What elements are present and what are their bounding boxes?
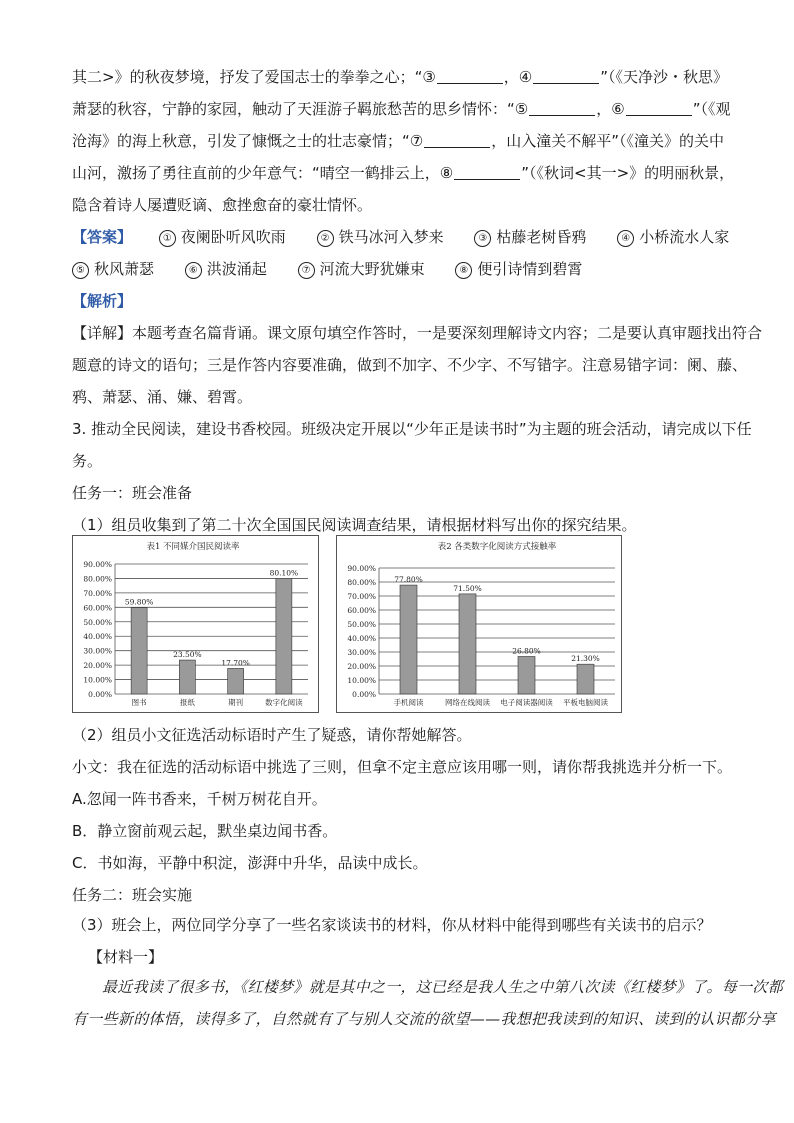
data-label: 59.80% [124,597,154,607]
y-tick-label: 90.00% [83,560,112,569]
analysis-line: 题意的诗文的语句；三是作答内容要准确，做到不加字、不少字、不写错字。注意易错字词：阑、藤、 [72,356,748,374]
answer-item [317,226,444,248]
text: ，山入潼关不解平”（《潼关》的关中 [491,132,725,150]
y-tick-label: 60.00% [347,606,376,615]
answer-number: ① [159,230,176,247]
y-tick-label: 40.00% [347,634,376,643]
chart-title: 表2 各类数字化阅读方式接触率 [437,542,557,552]
answer-number: ④ [617,230,634,247]
text: ”（《秋词<其一>》的明丽秋景， [521,164,735,182]
subquestion-1: （1）组员收集到了第二十次全国国民阅读调查结果，请根据材料写出你的探究结果。 [72,516,637,534]
blank-8 [454,164,520,180]
question-3-line: 3. 推动全民阅读，建设书香校园。班级决定开展以“少年正是读书时”为主题的班会活动，请完成以下任 [72,420,752,438]
analysis-line: 【详解】本题考查名篇背诵。课文原句填空作答时，一是要深刻理解诗文内容；二是要认真审题找出符合 [72,324,763,342]
answer-label: 【答案】 [72,228,133,246]
subquestion-3: （3）班会上，两位同学分享了一些名家谈读书的材料，你从材料中能得到哪些有关读书的启示？ [72,916,712,934]
answer-item [617,226,729,248]
bar [131,608,147,694]
text: ”（《观 [692,100,731,118]
answer-number: ⑦ [298,262,315,279]
y-tick-label: 50.00% [83,617,112,627]
answer-item [185,258,267,280]
poem-line-2 [72,98,732,120]
text: ，④ [503,68,533,86]
y-tick-label: 90.00% [347,564,376,573]
answer-item [455,258,582,280]
data-label: 23.50% [173,650,202,660]
bar [276,578,292,694]
analysis-line: 鸦、萧瑟、涌、嫌、碧霄。 [72,388,253,406]
chart-1 [73,536,318,712]
bar [228,668,244,694]
data-label: 77.80% [394,575,423,585]
y-tick-label: 20.00% [83,661,112,671]
answer-text: 夜阑卧听风吹雨 [180,228,286,246]
category-label: 报纸 [179,698,195,707]
y-tick-label: 70.00% [83,588,112,598]
task-2-heading: 任务二：班会实施 [72,886,193,904]
text: 其二>》的秋夜梦境，抒发了爱国志士的拳拳之心；“③ [72,68,436,86]
task-1-heading: 任务一：班会准备 [72,484,193,502]
answer-text: 洪波涌起 [206,260,267,278]
category-label: 数字化阅读 [265,698,303,707]
y-tick-label: 10.00% [347,676,376,685]
y-tick-label: 70.00% [347,592,376,601]
category-label: 平板电脑阅读 [563,698,608,707]
blank-6 [626,100,692,116]
subquestion-2: （2）组员小文征选活动标语时产生了疑惑，请你帮她解答。 [72,726,472,744]
text: ”（《天净沙・秋思》 [600,68,729,86]
answer-text: 铁马冰河入梦来 [338,228,444,246]
answer-item [298,258,425,280]
answer-text: 小桥流水人家 [639,228,730,246]
option-a: A.忽闻一阵书香来，千树万树花自开。 [72,790,327,808]
data-label: 80.10% [269,568,299,578]
y-tick-label: 20.00% [347,662,376,671]
category-label: 图书 [131,698,147,707]
category-label: 期刊 [228,698,244,707]
y-tick-label: 0.00% [352,690,376,699]
question-3-line: 务。 [72,452,103,470]
data-label: 17.70% [221,658,250,668]
y-tick-label: 60.00% [83,603,112,613]
poem-line-1 [72,66,732,88]
data-label: 26.80% [512,646,541,656]
bar [577,664,594,694]
category-label: 手机阅读 [393,698,424,707]
y-tick-label: 80.00% [347,578,376,587]
data-label: 21.30% [571,654,600,664]
answer-row-1 [72,226,732,248]
bar [518,656,535,694]
xiaowen-question: 小文：我在征选的活动标语中挑选了三则，但拿不定主意应该用哪一则，请你帮我挑选并分析一下。 [72,758,733,776]
blank-7 [424,132,490,148]
poem-line-4 [72,162,735,184]
option-b: B．静立窗前观云起，默坐桌边闻书香。 [72,822,338,840]
chart-2-box [336,535,622,713]
answer-number: ⑤ [72,262,89,279]
material-1-label: 【材料一】 [88,948,164,966]
answer-number: ② [317,230,334,247]
category-label: 网络在线阅读 [445,698,490,707]
y-tick-label: 0.00% [88,690,112,699]
material-1-line: 有一些新的体悟，读得多了，自然就有了与别人交流的欲望——我想把我读到的知识、读到的认识都分享 [72,1010,776,1028]
poem-line-3 [72,130,732,152]
answer-text: 秋风萧瑟 [94,260,155,278]
analysis-tag: 【解析】 [72,292,133,310]
chart-title: 表1 不同媒介国民阅读率 [146,542,240,552]
answer-number: ⑥ [185,262,202,279]
answer-number: ③ [474,230,491,247]
answer-text: 枯藤老树昏鸦 [496,228,587,246]
chart-2 [337,536,621,712]
answer-number: ⑧ [455,262,472,279]
text: 山河，激扬了勇往直前的少年意气：“晴空一鹤排云上，⑧ [72,164,454,182]
poem-line-5: 隐含着诗人屡遭贬谪、愈挫愈奋的豪壮情怀。 [72,196,373,214]
text: 沧海》的海上秋意，引发了慷慨之士的壮志豪情；“⑦ [72,132,424,150]
blank-4 [533,68,599,84]
bar [459,594,476,694]
analysis-label [72,290,732,312]
data-label: 71.50% [453,583,482,593]
y-tick-label: 30.00% [347,648,376,657]
answer-item [159,226,286,248]
bar [400,585,417,694]
category-label: 电子阅读器阅读 [500,698,553,707]
y-tick-label: 10.00% [83,675,112,685]
option-c: C．书如海，平静中积淀，澎湃中升华，品读中成长。 [72,854,428,872]
text: ，⑥ [596,100,625,118]
y-tick-label: 80.00% [83,574,112,584]
answer-text: 便引诗情到碧霄 [477,260,583,278]
blank-5 [529,100,595,116]
answer-text: 河流大野犹嫌束 [319,260,425,278]
y-tick-label: 40.00% [83,632,112,642]
blank-3 [437,68,503,84]
answer-item [474,226,586,248]
answer-item [72,258,154,280]
answer-row-2 [72,258,732,280]
y-tick-label: 30.00% [83,646,112,656]
text: 萧瑟的秋容，宁静的家园，触动了天涯游子羁旅愁苦的思乡情怀：“⑤ [72,100,529,118]
material-1-line: 最近我读了很多书，《红楼梦》就是其中之一，这已经是我人生之中第八次读《红楼梦》了。每一次都 [102,978,784,996]
chart-1-box [72,535,319,713]
y-tick-label: 50.00% [347,620,376,629]
bar [179,660,195,694]
